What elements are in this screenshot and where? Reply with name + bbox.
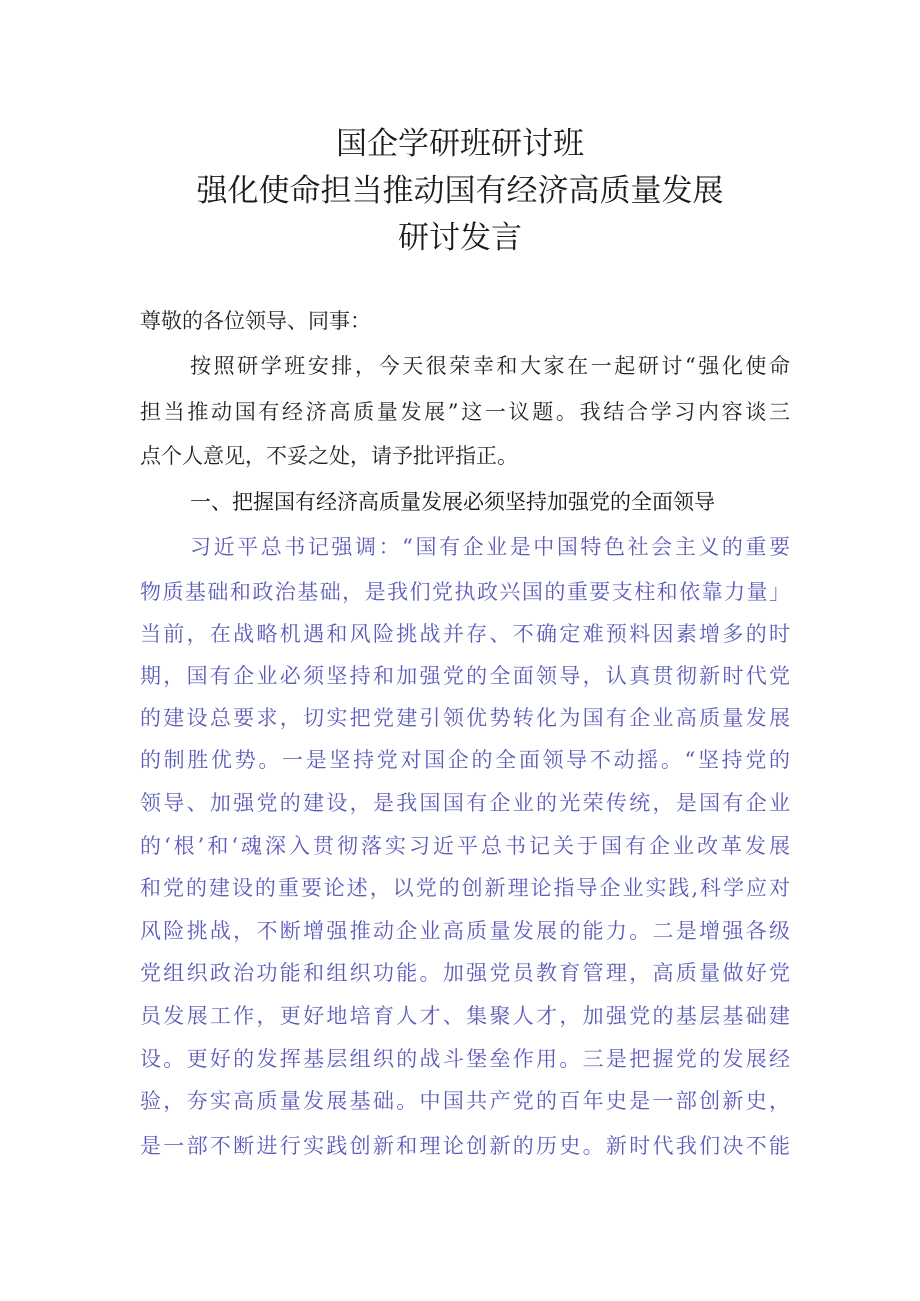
- intro-line: 按照研学班安排，今天很荣幸和大家在一起研讨“强化使命: [190, 354, 790, 378]
- body-line: 物质基础和政治基础，是我们党执政兴国的重要支柱和依靠力量」: [140, 580, 790, 604]
- body-line: 风险挑战，不断增强推动企业高质量发展的能力。二是增强各级: [140, 919, 790, 943]
- body-line: 期，国有企业必须坚持和加强党的全面领导，认真贯彻新时代党: [140, 664, 790, 688]
- intro-line: 点个人意见，不妥之处，请予批评指正。: [140, 444, 518, 468]
- body-line: 当前，在战略机遇和风险挑战并存、不确定难预料因素增多的时: [140, 622, 790, 646]
- body-line: 员发展工作，更好地培育人才、集聚人才，加强党的基层基础建: [140, 1004, 790, 1028]
- body-line: 是一部不断进行实践创新和理论创新的历史。新时代我们决不能: [140, 1134, 790, 1158]
- body-line: 习近平总书记强调：“国有企业是中国特色社会主义的重要: [190, 535, 790, 559]
- body-line: 的制胜优势。一是坚持党对国企的全面领导不动摇。“坚持党的: [140, 748, 790, 772]
- body-line: 验，夯实高质量发展基础。中国共产党的百年史是一部创新史，: [140, 1089, 790, 1113]
- body-line: 领导、加强党的建设，是我国国有企业的光荣传统，是国有企业: [140, 791, 790, 815]
- document-title-line-2: 强化使命担当推动国有经济高质量发展: [196, 173, 724, 209]
- intro-line: 担当推动国有经济高质量发展”这一议题。我结合学习内容谈三: [140, 400, 790, 424]
- document-title-line-1: 国企学研班研讨班: [336, 126, 584, 162]
- body-line: 党组织政治功能和组织功能。加强党员教育管理，高质量做好党: [140, 961, 790, 985]
- body-line: 的建设总要求，切实把党建引领优势转化为国有企业高质量发展: [140, 706, 790, 730]
- salutation: 尊敬的各位领导、同事：: [140, 309, 371, 333]
- body-line: 和党的建设的重要论述，以党的创新理论指导企业实践,科学应对: [140, 876, 790, 900]
- section-heading: 一、把握国有经济高质量发展必须坚持加强党的全面领导: [190, 490, 715, 514]
- document-title-line-3: 研讨发言: [398, 220, 522, 256]
- body-line: 设。更好的发挥基层组织的战斗堡垒作用。三是把握党的发展经: [140, 1047, 790, 1071]
- body-line: 的‘根’和‘魂深入贯彻落实习近平总书记关于国有企业改革发展: [140, 834, 790, 858]
